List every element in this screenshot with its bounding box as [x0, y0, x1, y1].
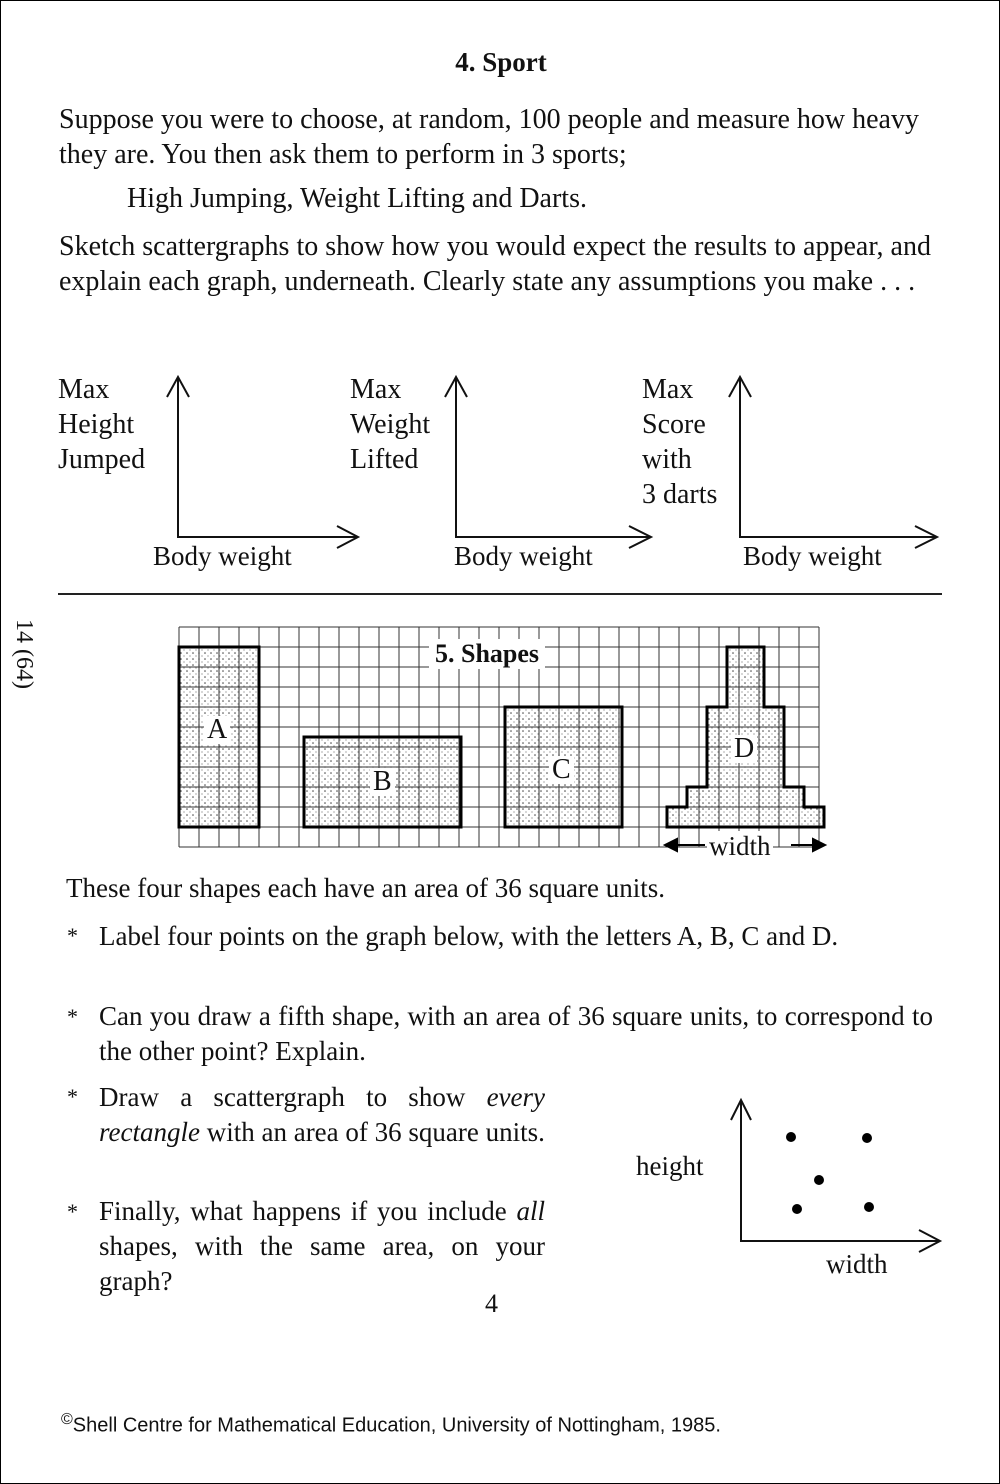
copyright-symbol: © [61, 1411, 73, 1428]
bullet-marker-2: * [67, 1004, 78, 1029]
sports-list: High Jumping, Weight Lifting and Darts. [127, 183, 587, 214]
scatter-point [814, 1175, 824, 1185]
bullet-all-shapes-emph: all [516, 1196, 545, 1226]
bullet-all-shapes-rest: shapes, with the same area, on your graph? [99, 1231, 545, 1296]
shape-a-label: A [204, 716, 230, 744]
side-page-reference: 14 (64) [11, 619, 37, 689]
graph-darts-xlabel: Body weight [743, 541, 882, 571]
shapes-section-title: 5. Shapes [429, 639, 545, 669]
sport-section-title: 4. Sport [455, 47, 547, 77]
copyright-text: Shell Centre for Mathematical Education, University of Nottingham, 1985. [72, 1414, 721, 1437]
shape-b-label: B [370, 768, 395, 796]
bullet-every-rectangle-emph: every rectangle [99, 1082, 546, 1147]
graph-darts-axes [713, 371, 943, 561]
section-divider [58, 593, 942, 595]
graph-weight-lift-xlabel: Body weight [454, 541, 593, 571]
sport-intro-paragraph: Suppose you were to choose, at random, 100 people and measure how heavy they are. You then ask them to perform in 3 sports; [59, 104, 919, 170]
bullet-every-rectangle [99, 1080, 545, 1150]
sport-instructions-paragraph: Sketch scattergraphs to show how you would expect the results to appear, and explain each graph, underneath. Clearly state any assumptions you make . . . [59, 231, 931, 297]
graph-darts-ylabel: Max Score with 3 darts [642, 374, 718, 510]
scatter-point [792, 1204, 802, 1214]
shape-c-label: C [549, 756, 574, 784]
graph-weight-lift-axes [429, 371, 659, 561]
scatter-graph [723, 1096, 948, 1256]
scatter-point [864, 1202, 874, 1212]
bullet-all-shapes-lead: Finally, what happens if you include [99, 1196, 507, 1226]
copyright-notice [61, 1411, 721, 1438]
bullet-marker-4: * [67, 1199, 78, 1224]
page-number: 4 [485, 1289, 498, 1318]
graph-weight-lift-ylabel: Max Weight Lifted [350, 374, 431, 475]
bullet-label-points: Label four points on the graph below, with the letters A, B, C and D. [99, 921, 839, 951]
shape-d-label: D [731, 735, 757, 763]
graph-high-jump-axes [151, 371, 371, 561]
graph-high-jump-xlabel: Body weight [153, 541, 292, 571]
scatter-point [786, 1132, 796, 1142]
scatter-xlabel: width [826, 1249, 888, 1279]
scatter-point [862, 1133, 872, 1143]
bullet-fifth-shape: Can you draw a fifth shape, with an area of 36 square units, to correspond to the other point? Explain. [99, 1001, 933, 1066]
scatter-ylabel: height [636, 1151, 704, 1181]
bullet-marker-1: * [67, 923, 78, 948]
bullet-every-rectangle-lead: Draw a scattergraph to show [99, 1082, 466, 1112]
width-label: width [709, 831, 771, 861]
bullet-all-shapes [99, 1194, 545, 1299]
graph-high-jump-ylabel: Max Height Jumped [58, 374, 146, 475]
bullet-marker-3: * [67, 1084, 78, 1109]
bullet-every-rectangle-rest: with an area of 36 square units. [206, 1117, 545, 1147]
shapes-intro: These four shapes each have an area of 36 square units. [66, 873, 665, 903]
